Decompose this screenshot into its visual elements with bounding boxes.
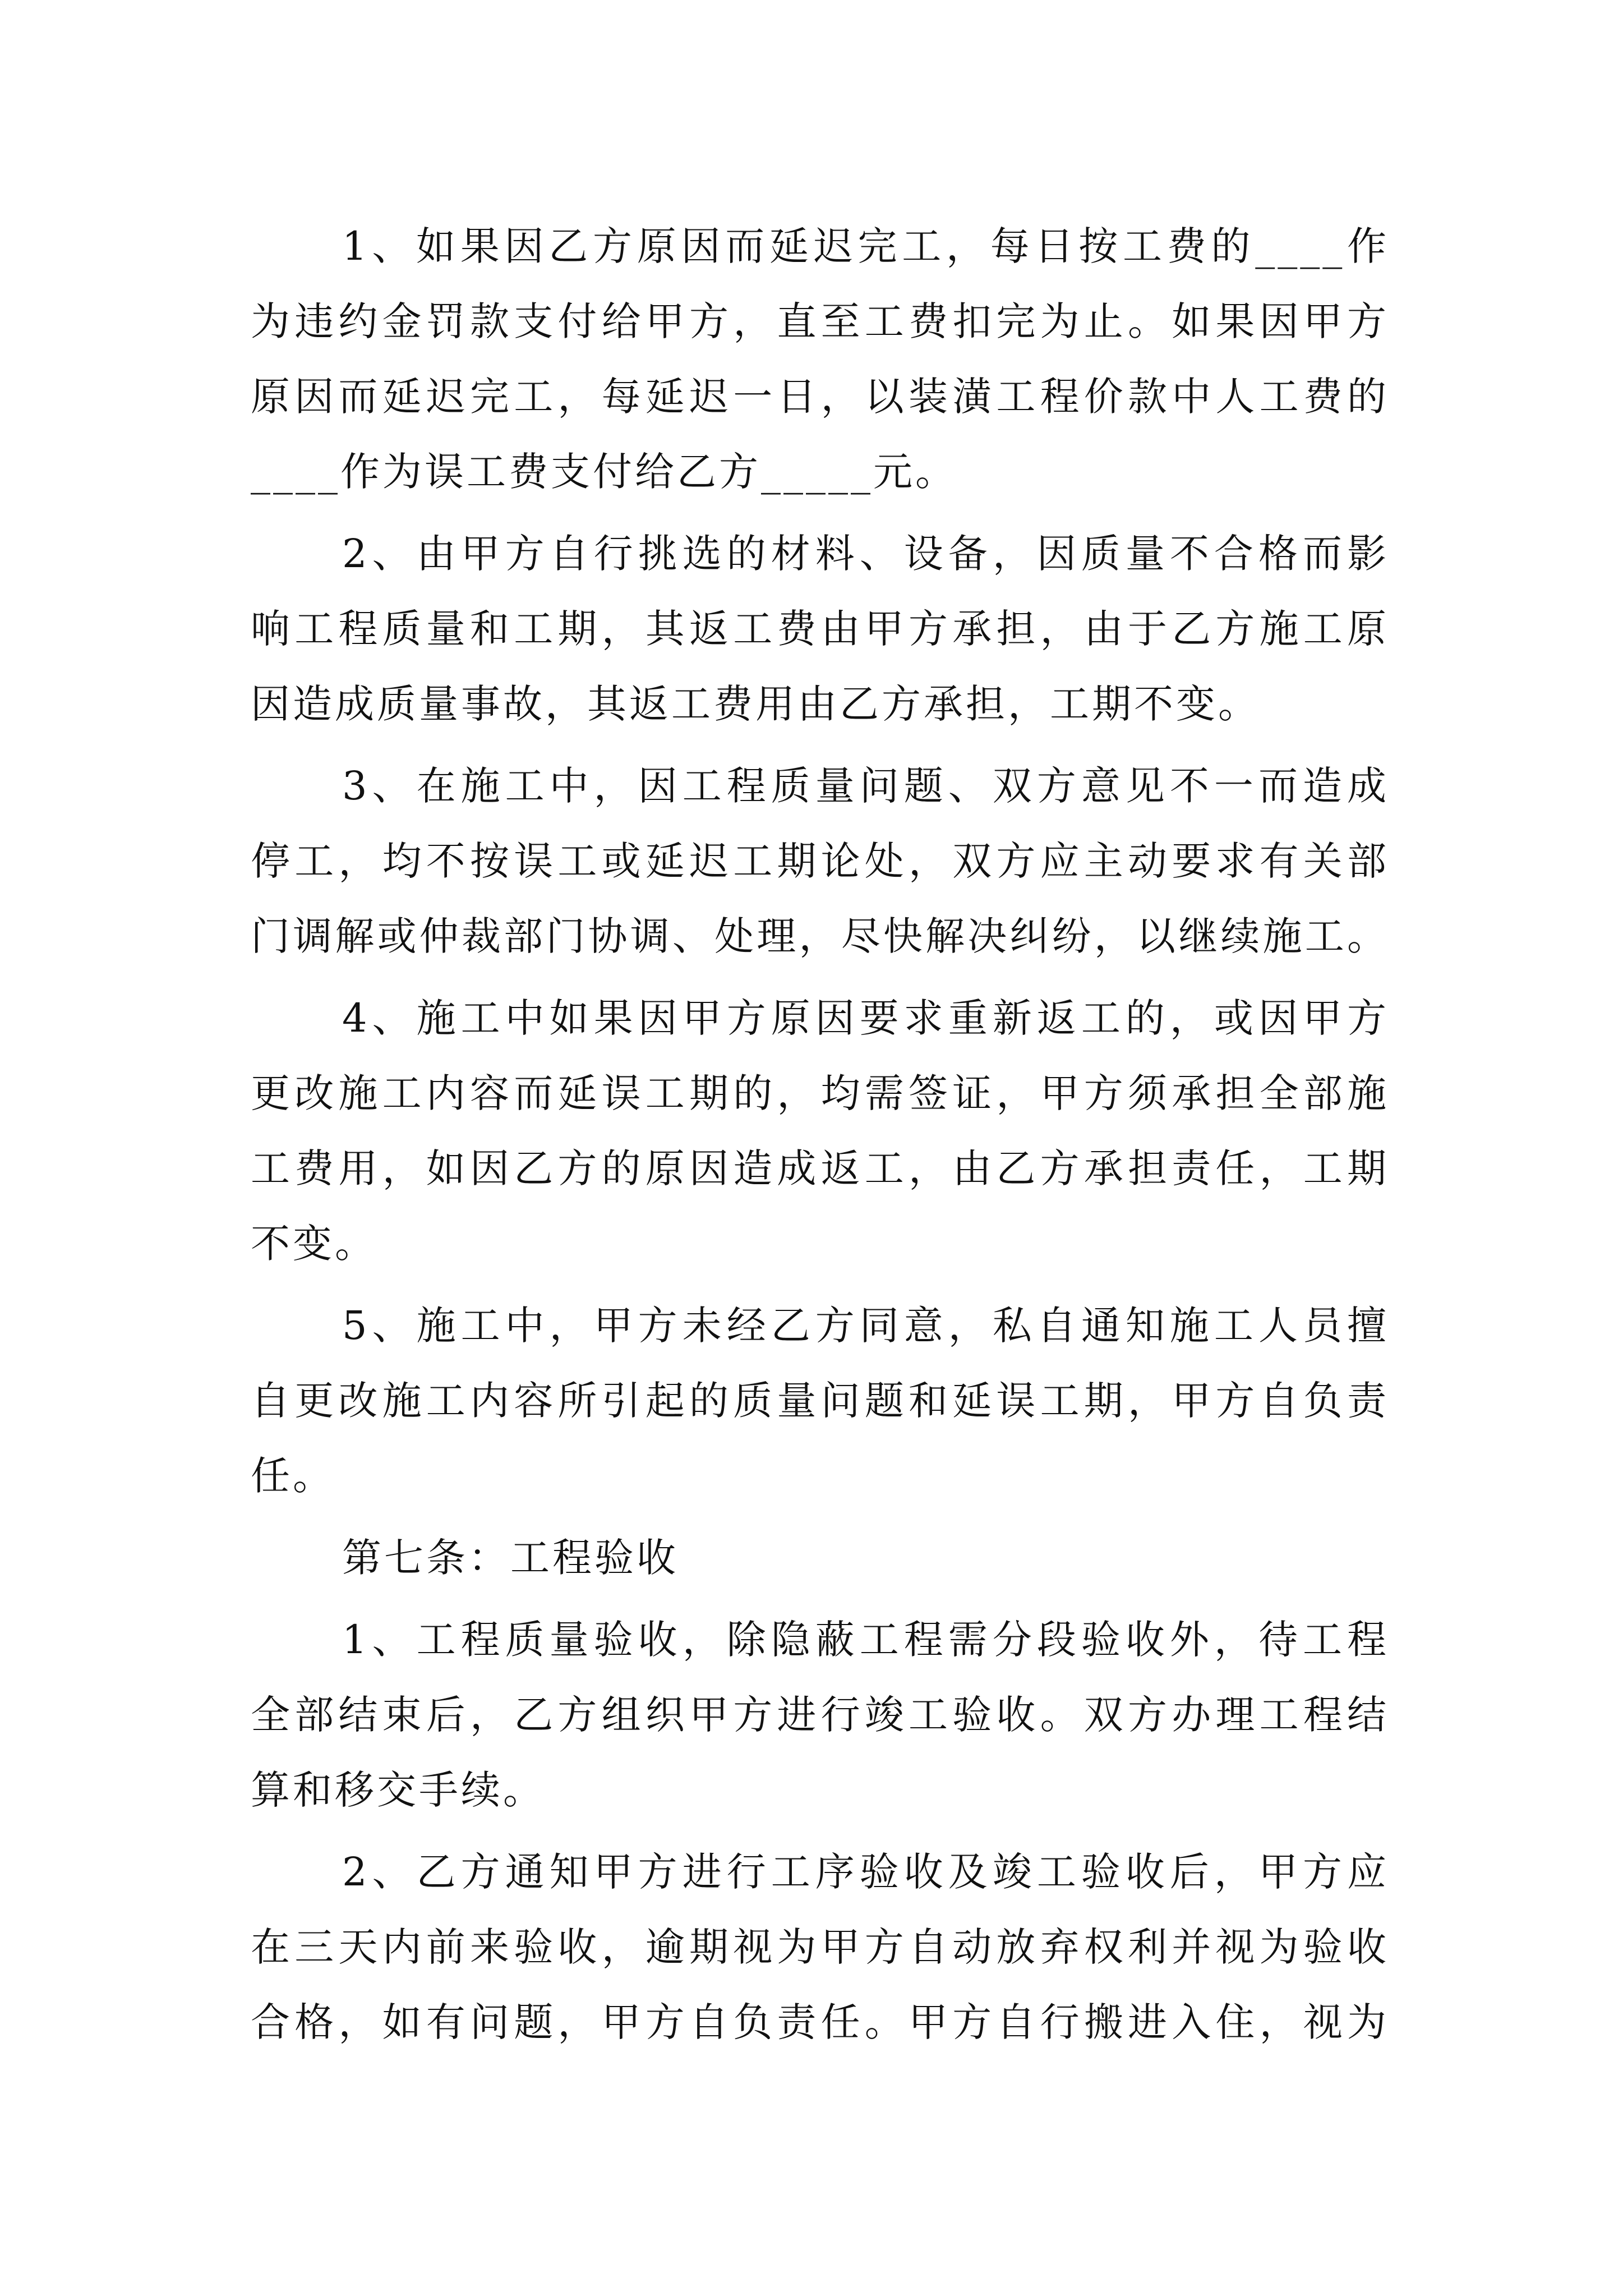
text-line: 原因而延迟完工，每延迟一日，以装潢工程价款中人工费的 (251, 374, 1389, 420)
clause-paragraph-3 (251, 748, 1389, 974)
text-line: 在三天内前来验收，逾期视为甲方自动放弃权利并视为验收 (251, 1924, 1389, 1970)
clause-paragraph-5 (251, 1288, 1389, 1513)
text-line: 任。 (251, 1453, 335, 1499)
document-body (251, 209, 1389, 2067)
text-line: 4、施工中如果因甲方原因要求重新返工的，或因甲方 (342, 995, 1389, 1041)
text-line: 2、由甲方自行挑选的材料、设备，因质量不合格而影 (342, 531, 1389, 577)
text-line: 2、乙方通知甲方进行工序验收及竣工验收后，甲方应 (342, 1849, 1389, 1895)
section-clause-paragraph-1 (251, 1602, 1389, 1828)
text-line: 工费用，如因乙方的原因造成返工，由乙方承担责任，工期 (251, 1145, 1389, 1191)
text-line: 停工，均不按误工或延迟工期论处，双方应主动要求有关部 (251, 838, 1389, 884)
text-line: 1、如果因乙方原因而延迟完工，每日按工费的____作 (342, 223, 1389, 269)
text-line: 不变。 (251, 1221, 377, 1267)
section-heading: 第七条：工程验收 (342, 1535, 679, 1581)
text-line: ____作为误工费支付给乙方_____元。 (251, 449, 957, 495)
text-line: 门调解或仲裁部门协调、处理，尽快解决纠纷，以继续施工。 (251, 913, 1389, 959)
clause-paragraph-1 (251, 209, 1389, 509)
text-line: 全部结束后，乙方组织甲方进行竣工验收。双方办理工程结 (251, 1692, 1389, 1738)
text-line: 算和移交手续。 (251, 1767, 545, 1813)
section-heading-block (251, 1520, 1389, 1595)
section-clause-paragraph-2 (251, 1834, 1389, 2060)
text-line: 1、工程质量验收，除隐蔽工程需分段验收外，待工程 (342, 1617, 1389, 1663)
text-line: 更改施工内容而延误工期的，均需签证，甲方须承担全部施 (251, 1070, 1389, 1116)
clause-paragraph-4 (251, 981, 1389, 1281)
text-line: 自更改施工内容所引起的质量问题和延误工期，甲方自负责 (251, 1378, 1389, 1424)
text-line: 响工程质量和工期，其返工费由甲方承担，由于乙方施工原 (251, 606, 1389, 652)
clause-paragraph-2 (251, 516, 1389, 742)
text-line: 合格，如有问题，甲方自负责任。甲方自行搬进入住，视为 (251, 1999, 1389, 2045)
text-line: 3、在施工中，因工程质量问题、双方意见不一而造成 (342, 763, 1389, 809)
text-line: 为违约金罚款支付给甲方，直至工费扣完为止。如果因甲方 (251, 298, 1389, 344)
text-line: 5、施工中，甲方未经乙方同意，私自通知施工人员擅 (342, 1303, 1389, 1349)
text-line: 因造成质量事故，其返工费用由乙方承担，工期不变。 (251, 681, 1260, 727)
